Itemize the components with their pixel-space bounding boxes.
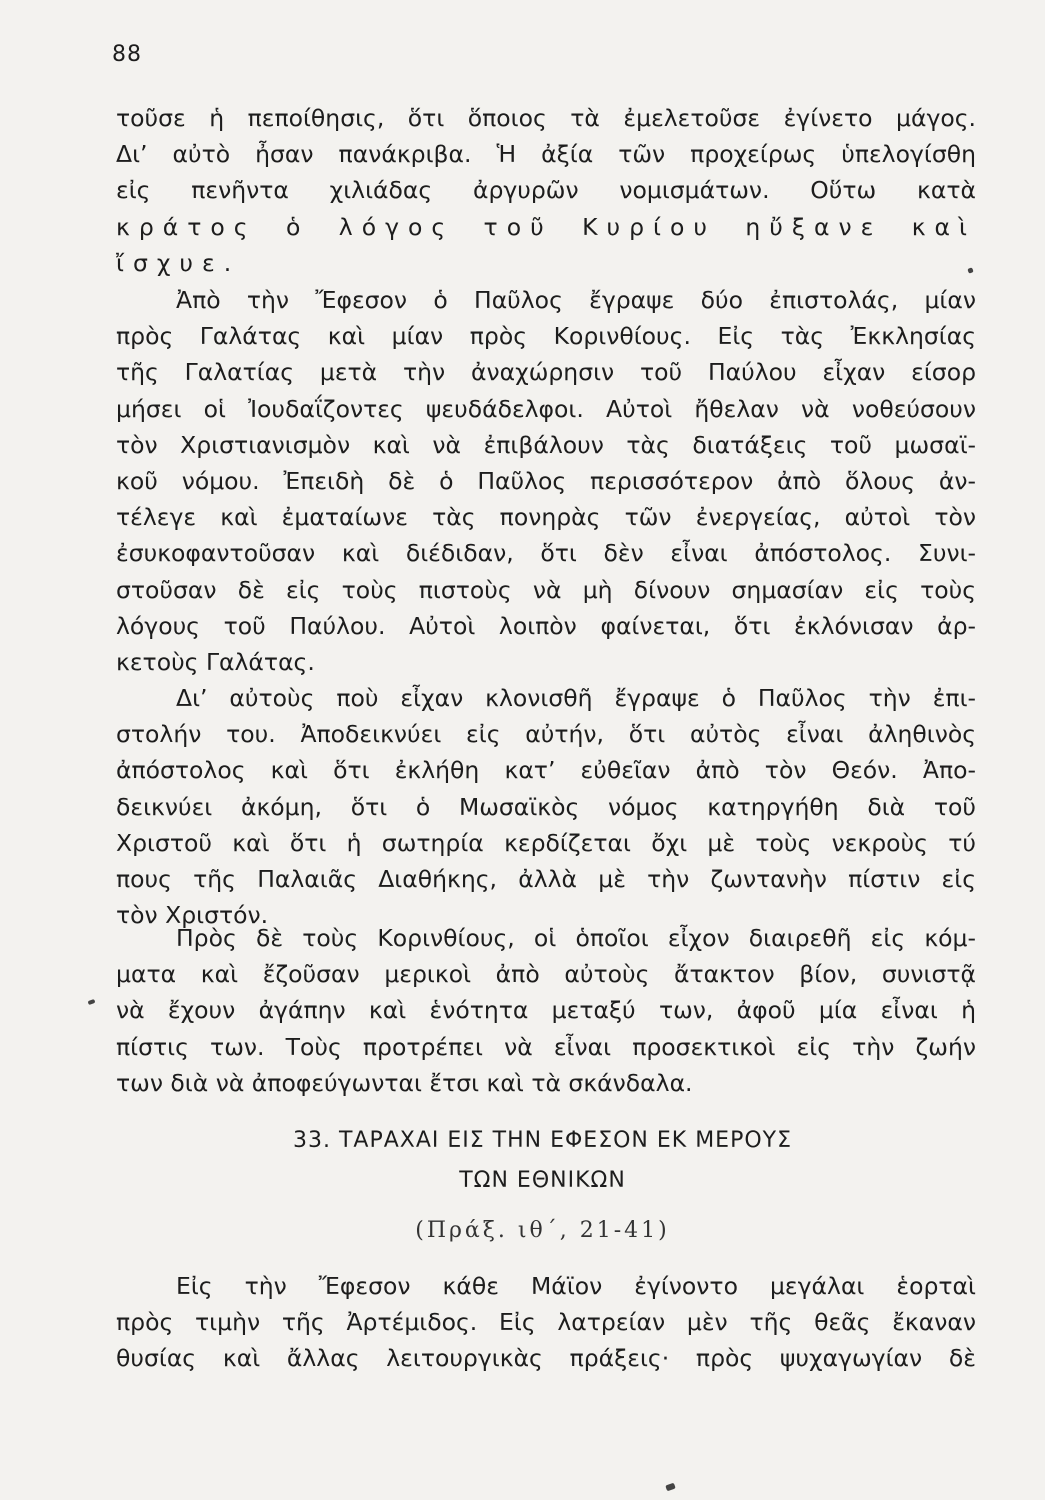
section-heading-line-1: 33. ΤΑΡΑΧΑΙ ΕΙΣ ΤΗΝ ΕΦΕΣΟΝ ΕΚ ΜΕΡΟΥΣ bbox=[292, 1128, 792, 1153]
text-line: Δι’ αὐτὸ ἦσαν πανάκριβα. Ἡ ἀξία τῶν προχείρως ὑπελογίσθη bbox=[116, 140, 976, 169]
text-line: λόγους τοῦ Παύλου. Αὐτοὶ λοιπὸν φαίνεται, ὅτι ἐκλόνισαν ἀρ- bbox=[116, 611, 976, 640]
text-line: Εἰς τὴν Ἔφεσον κάθε Μάϊον ἐγίνοντο μεγάλαι ἑορταὶ bbox=[176, 1272, 976, 1300]
text-line: κοῦ νόμου. Ἐπειδὴ δὲ ὁ Παῦλος περισσότερον ἀπὸ ὅλους ἀν- bbox=[116, 466, 976, 495]
text-line: στολήν του. Ἀποδεικνύει εἰς αὐτήν, ὅτι αὐτὸς εἶναι ἀληθινὸς bbox=[116, 720, 976, 749]
text-line: ἴσχυε. bbox=[116, 248, 241, 277]
text-line: τὸν Χριστιανισμὸν καὶ νὰ ἐπιβάλουν τὰς διατάξεις τοῦ μωσαϊ- bbox=[116, 430, 976, 459]
section-reference: (Πράξ. ιθ΄, 21-41) bbox=[415, 1218, 670, 1243]
text-line: πους τῆς Παλαιᾶς Διαθήκης, ἀλλὰ μὲ τὴν ζωντανὴν πίστιν εἰς bbox=[116, 864, 976, 893]
text-line: πίστις των. Τοὺς προτρέπει νὰ εἶναι προσεκτικοὶ εἰς τὴν ζωήν bbox=[116, 1032, 976, 1061]
text-line: πρὸς Γαλάτας καὶ μίαν πρὸς Κορινθίους. Εἰς τὰς Ἐκκλησίας bbox=[116, 322, 976, 351]
text-line: κράτος ὁ λόγος τοῦ Κυρίου ηὔξανε καὶ bbox=[116, 212, 976, 241]
paragraph-1 bbox=[116, 100, 976, 281]
paragraph-3 bbox=[116, 680, 976, 933]
text-line: εἰς πενῆντα χιλιάδας ἀργυρῶν νομισμάτων. Οὕτω κατὰ bbox=[116, 176, 976, 205]
scan-speck bbox=[665, 1483, 676, 1492]
text-line: μήσει οἱ Ἰουδαΐζοντες ψευδάδελφοι. Αὐτοὶ ἤθελαν νὰ νοθεύσουν bbox=[116, 394, 976, 423]
text-line: τὸν Χριστόν. bbox=[116, 901, 269, 930]
text-line: δεικνύει ἀκόμη, ὅτι ὁ Μωσαϊκὸς νόμος κατηργήθη διὰ τοῦ bbox=[116, 792, 976, 821]
text-line: Ἀπὸ τὴν Ἔφεσον ὁ Παῦλος ἔγραψε δύο ἐπιστολάς, μίαν bbox=[176, 286, 976, 314]
text-line: τοῦσε ἡ πεποίθησις, ὅτι ὅποιος τὰ ἐμελετοῦσε ἐγίνετο μάγος. bbox=[116, 104, 976, 132]
text-line: νὰ ἔχουν ἀγάπην καὶ ἑνότητα μεταξύ των, ἀφοῦ μία εἶναι ἡ bbox=[116, 996, 976, 1025]
text-line: τῆς Γαλατίας μετὰ τὴν ἀναχώρησιν τοῦ Παύλου εἶχαν είσορ bbox=[116, 358, 976, 387]
text-line: ματα καὶ ἔζοῦσαν μερικοὶ ἀπὸ αὐτοὺς ἄτακτον βίον, συνιστᾷ bbox=[116, 960, 976, 989]
paragraph-2 bbox=[116, 282, 976, 680]
paragraph-5 bbox=[116, 1268, 976, 1377]
text-line: ἀπόστολος καὶ ὅτι ἐκλήθη κατ’ εὐθεῖαν ἀπὸ τὸν Θεόν. Ἀπο- bbox=[116, 756, 976, 785]
scan-speck bbox=[88, 999, 96, 1005]
text-line: Χριστοῦ καὶ ὅτι ἡ σωτηρία κερδίζεται ὄχι μὲ τοὺς νεκροὺς τύ bbox=[116, 828, 976, 857]
text-line: κετοὺς Γαλάτας. bbox=[116, 647, 315, 676]
paragraph-4 bbox=[116, 920, 976, 1101]
text-line: των διὰ νὰ ἀποφεύγωνται ἔτσι καὶ τὰ σκάνδαλα. bbox=[116, 1068, 693, 1097]
text-line: Πρὸς δὲ τοὺς Κορινθίους, οἱ ὁποῖοι εἶχον διαιρεθῆ εἰς κόμ- bbox=[176, 924, 976, 952]
text-line: πρὸς τιμὴν τῆς Ἀρτέμιδος. Εἰς λατρείαν μὲν τῆς θεᾶς ἔκαναν bbox=[116, 1308, 976, 1337]
section-heading-line-2: ΤΩΝ ΕΘΝΙΚΩΝ bbox=[459, 1168, 626, 1193]
text-line: Δι’ αὐτοὺς ποὺ εἶχαν κλονισθῆ ἔγραψε ὁ Παῦλος τὴν ἐπι- bbox=[176, 684, 976, 712]
text-line: στοῦσαν δὲ εἰς τοὺς πιστοὺς νὰ μὴ δίνουν σημασίαν εἰς τοὺς bbox=[116, 575, 976, 604]
page-number: 88 bbox=[112, 42, 142, 67]
text-line: ἐσυκοφαντοῦσαν καὶ διέδιδαν, ὅτι δὲν εἶναι ἀπόστολος. Συνι- bbox=[116, 539, 976, 568]
text-line: τέλεγε καὶ ἐματαίωνε τὰς πονηρὰς τῶν ἐνεργείας, αὐτοὶ τὸν bbox=[116, 503, 976, 532]
text-line: θυσίας καὶ ἄλλας λειτουργικὰς πράξεις· πρὸς ψυχαγωγίαν δὲ bbox=[116, 1344, 976, 1373]
